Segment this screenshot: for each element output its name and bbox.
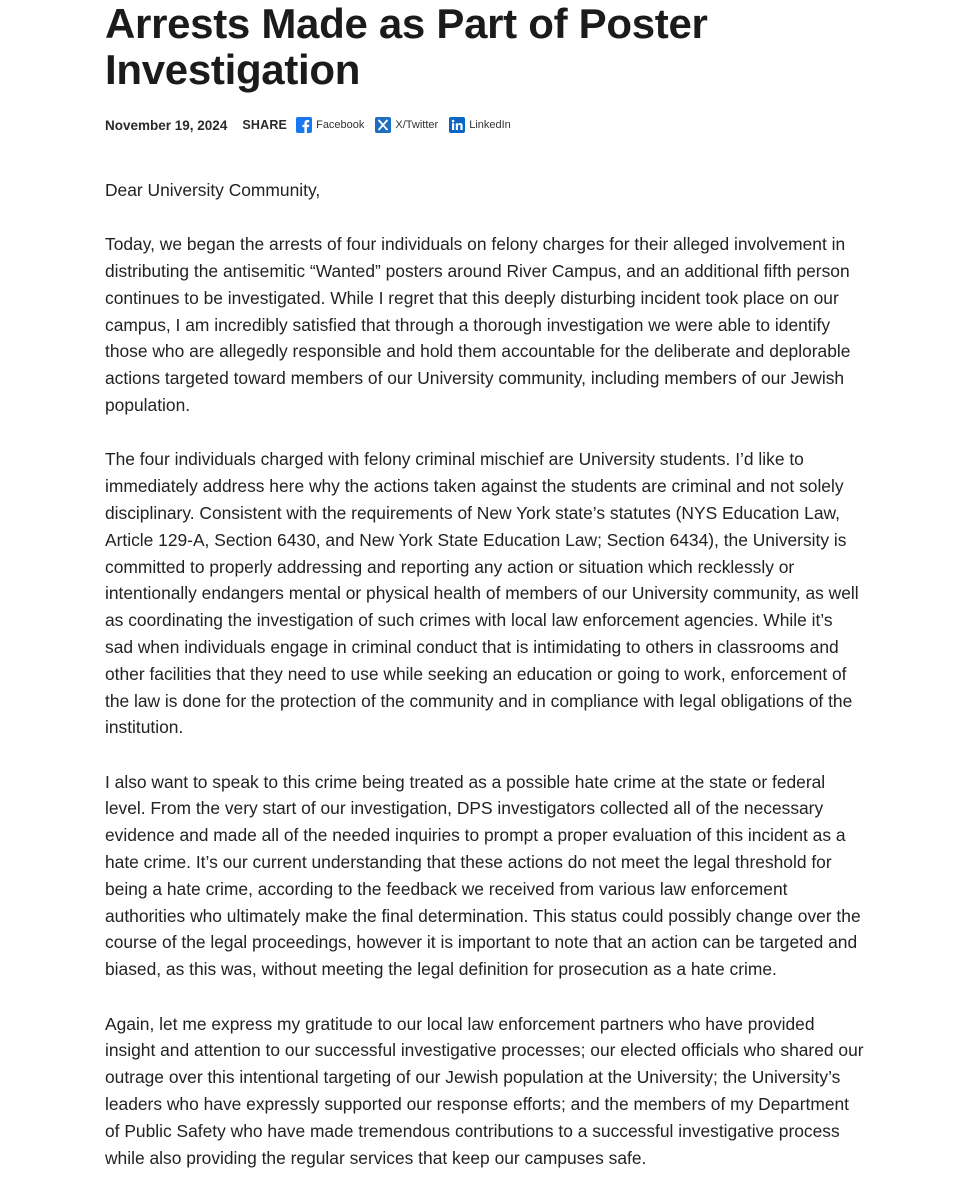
page-title: Arrests Made as Part of Poster Investigation: [105, 0, 708, 93]
body-paragraph: The four individuals charged with felony criminal mischief are University students. I’d like to immediately address here why the actions taken against the students are criminal and not solely disciplinary. Consistent with the requirements of New York state’s statutes (NYS Education Law, Article 129-A, Section 6430, and New York State Education Law; Section 6434), the University is committed to properly addressing and reporting any action or situation which recklessly or intentionally endangers mental or physical health of members of our University community, as well as coordinating the investigation of such crimes with local law enforcement agencies. While it’s sad when individuals engage in criminal conduct that is intimidating to others in classrooms and other facilities that they need to use while seeking an education or going to work, enforcement of the law is done for the protection of the community and in compliance with legal obligations of the institution.: [105, 449, 859, 738]
article: [105, 0, 865, 1168]
share-x-twitter-label: X/Twitter: [395, 119, 439, 131]
body-paragraph: Today, we began the arrests of four individuals on felony charges for their alleged involvement in distributing the antisemitic “Wanted” posters around River Campus, and an additional fifth person continues to be investigated. While I regret that this deeply disturbing incident took place on our campus, I am incredibly satisfied that through a thorough investigation we were able to identify those who are allegedly responsible and hold them accountable for the deliberate and deplorable actions targeted toward members of our University community, including members of our Jewish population.: [105, 234, 851, 416]
share-facebook-link[interactable]: [296, 117, 364, 133]
share-linkedin-link[interactable]: [449, 117, 511, 133]
article-body: [105, 177, 865, 1199]
facebook-icon: [296, 117, 312, 133]
share-label: SHARE: [242, 118, 288, 132]
share-linkedin-label: LinkedIn: [469, 119, 511, 131]
share-x-twitter-link[interactable]: [375, 117, 438, 133]
publish-date: November 19, 2024: [105, 117, 228, 133]
article-meta: [105, 116, 522, 134]
x-twitter-icon: [375, 117, 391, 133]
share-facebook-label: Facebook: [316, 119, 365, 131]
body-paragraph: Again, let me express my gratitude to our local law enforcement partners who have provided insight and attention to our successful investigative processes; our elected officials who shared our outrage over this intentional targeting of our Jewish population at the University; the University’s leaders who have expressly supported our response efforts; and the members of my Department of Public Safety who have made tremendous contributions to a successful investigative process while also providing the regular services that keep our campuses safe.: [105, 1013, 864, 1168]
salutation: Dear University Community,: [105, 180, 321, 200]
body-paragraph: I also want to speak to this crime being treated as a possible hate crime at the state or federal level. From the very start of our investigation, DPS investigators collected all of the necessary evidence and made all of the needed inquiries to prompt a proper evaluation of this incident as a hate crime. It’s our current understanding that these actions do not meet the legal threshold for being a hate crime, according to the feedback we received from various law enforcement authorities who ultimately make the final determination. This status could possibly change over the course of the legal proceedings, however it is important to note that an action can be targeted and biased, as this was, without meeting the legal definition for prosecution as a hate crime.: [105, 771, 861, 980]
linkedin-icon: [449, 117, 465, 133]
